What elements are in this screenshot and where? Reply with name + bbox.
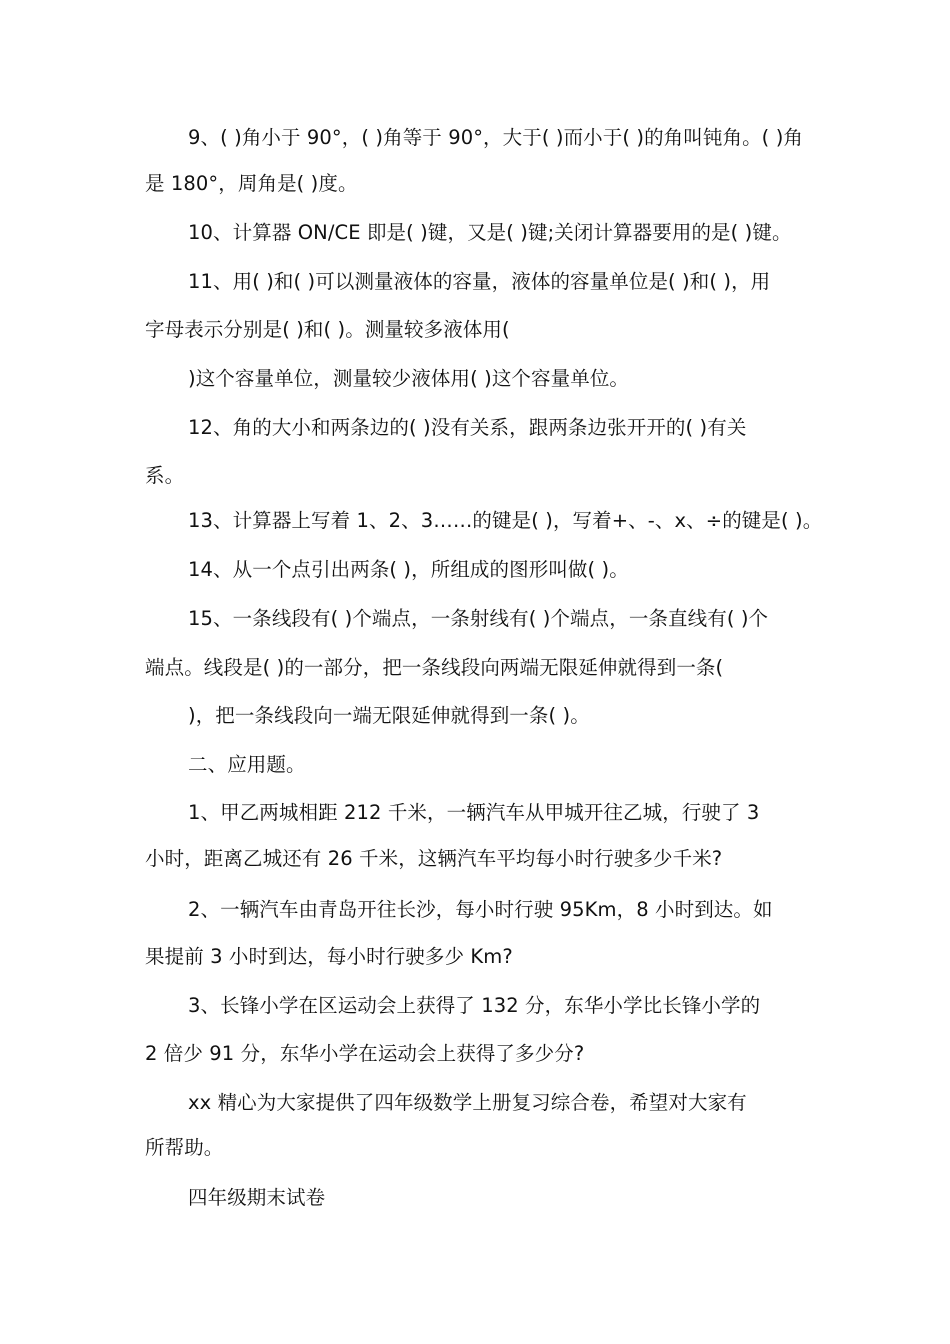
final-title: 四年级期末试卷	[188, 1186, 326, 1209]
question-11-line-3: )这个容量单位，测量较少液体用( )这个容量单位。	[188, 367, 630, 390]
question-11-line-2: 字母表示分别是( )和( )。测量较多液体用(	[145, 318, 510, 341]
application-2-line-1: 2、一辆汽车由青岛开往长沙，每小时行驶 95Km，8 小时到达。如	[188, 898, 773, 921]
question-14-line: 14、从一个点引出两条( )，所组成的图形叫做( )。	[188, 558, 629, 581]
closing-note-line-2: 所帮助。	[145, 1136, 224, 1159]
question-11-line-1: 11、用( )和( )可以测量液体的容量，液体的容量单位是( )和( )，用	[188, 270, 771, 293]
question-12-line-1: 12、角的大小和两条边的( )没有关系，跟两条边张开开的( )有关	[188, 416, 747, 439]
question-13-line: 13、计算器上写着 1、2、3……的键是( )，写着+、-、x、÷的键是( )。	[188, 509, 823, 532]
application-3-line-2: 2 倍少 91 分，东华小学在运动会上获得了多少分?	[145, 1042, 585, 1065]
question-15-line-3: )，把一条线段向一端无限延伸就得到一条( )。	[188, 704, 590, 727]
application-3-line-1: 3、长锋小学在区运动会上获得了 132 分，东华小学比长锋小学的	[188, 994, 761, 1017]
closing-note-line-1: xx 精心为大家提供了四年级数学上册复习综合卷，希望对大家有	[188, 1091, 747, 1114]
application-1-line-2: 小时，距离乙城还有 26 千米，这辆汽车平均每小时行驶多少千米?	[145, 847, 723, 870]
section-heading-application: 二、应用题。	[188, 753, 306, 776]
application-1-line-1: 1、甲乙两城相距 212 千米，一辆汽车从甲城开往乙城，行驶了 3	[188, 801, 760, 824]
question-10-line: 10、计算器 ON/CE 即是( )键，又是( )键;关闭计算器要用的是( )键。	[188, 221, 792, 244]
question-12-line-2: 系。	[145, 464, 185, 487]
question-9-line-1: 9、( )角小于 90°，( )角等于 90°，大于( )而小于( )的角叫钝角。( )角	[188, 126, 803, 149]
question-15-line-1: 15、一条线段有( )个端点，一条射线有( )个端点，一条直线有( )个	[188, 607, 769, 630]
application-2-line-2: 果提前 3 小时到达，每小时行驶多少 Km?	[145, 945, 513, 968]
question-9-line-2: 是 180°，周角是( )度。	[145, 172, 358, 195]
question-15-line-2: 端点。线段是( )的一部分，把一条线段向两端无限延伸就得到一条(	[145, 656, 724, 679]
